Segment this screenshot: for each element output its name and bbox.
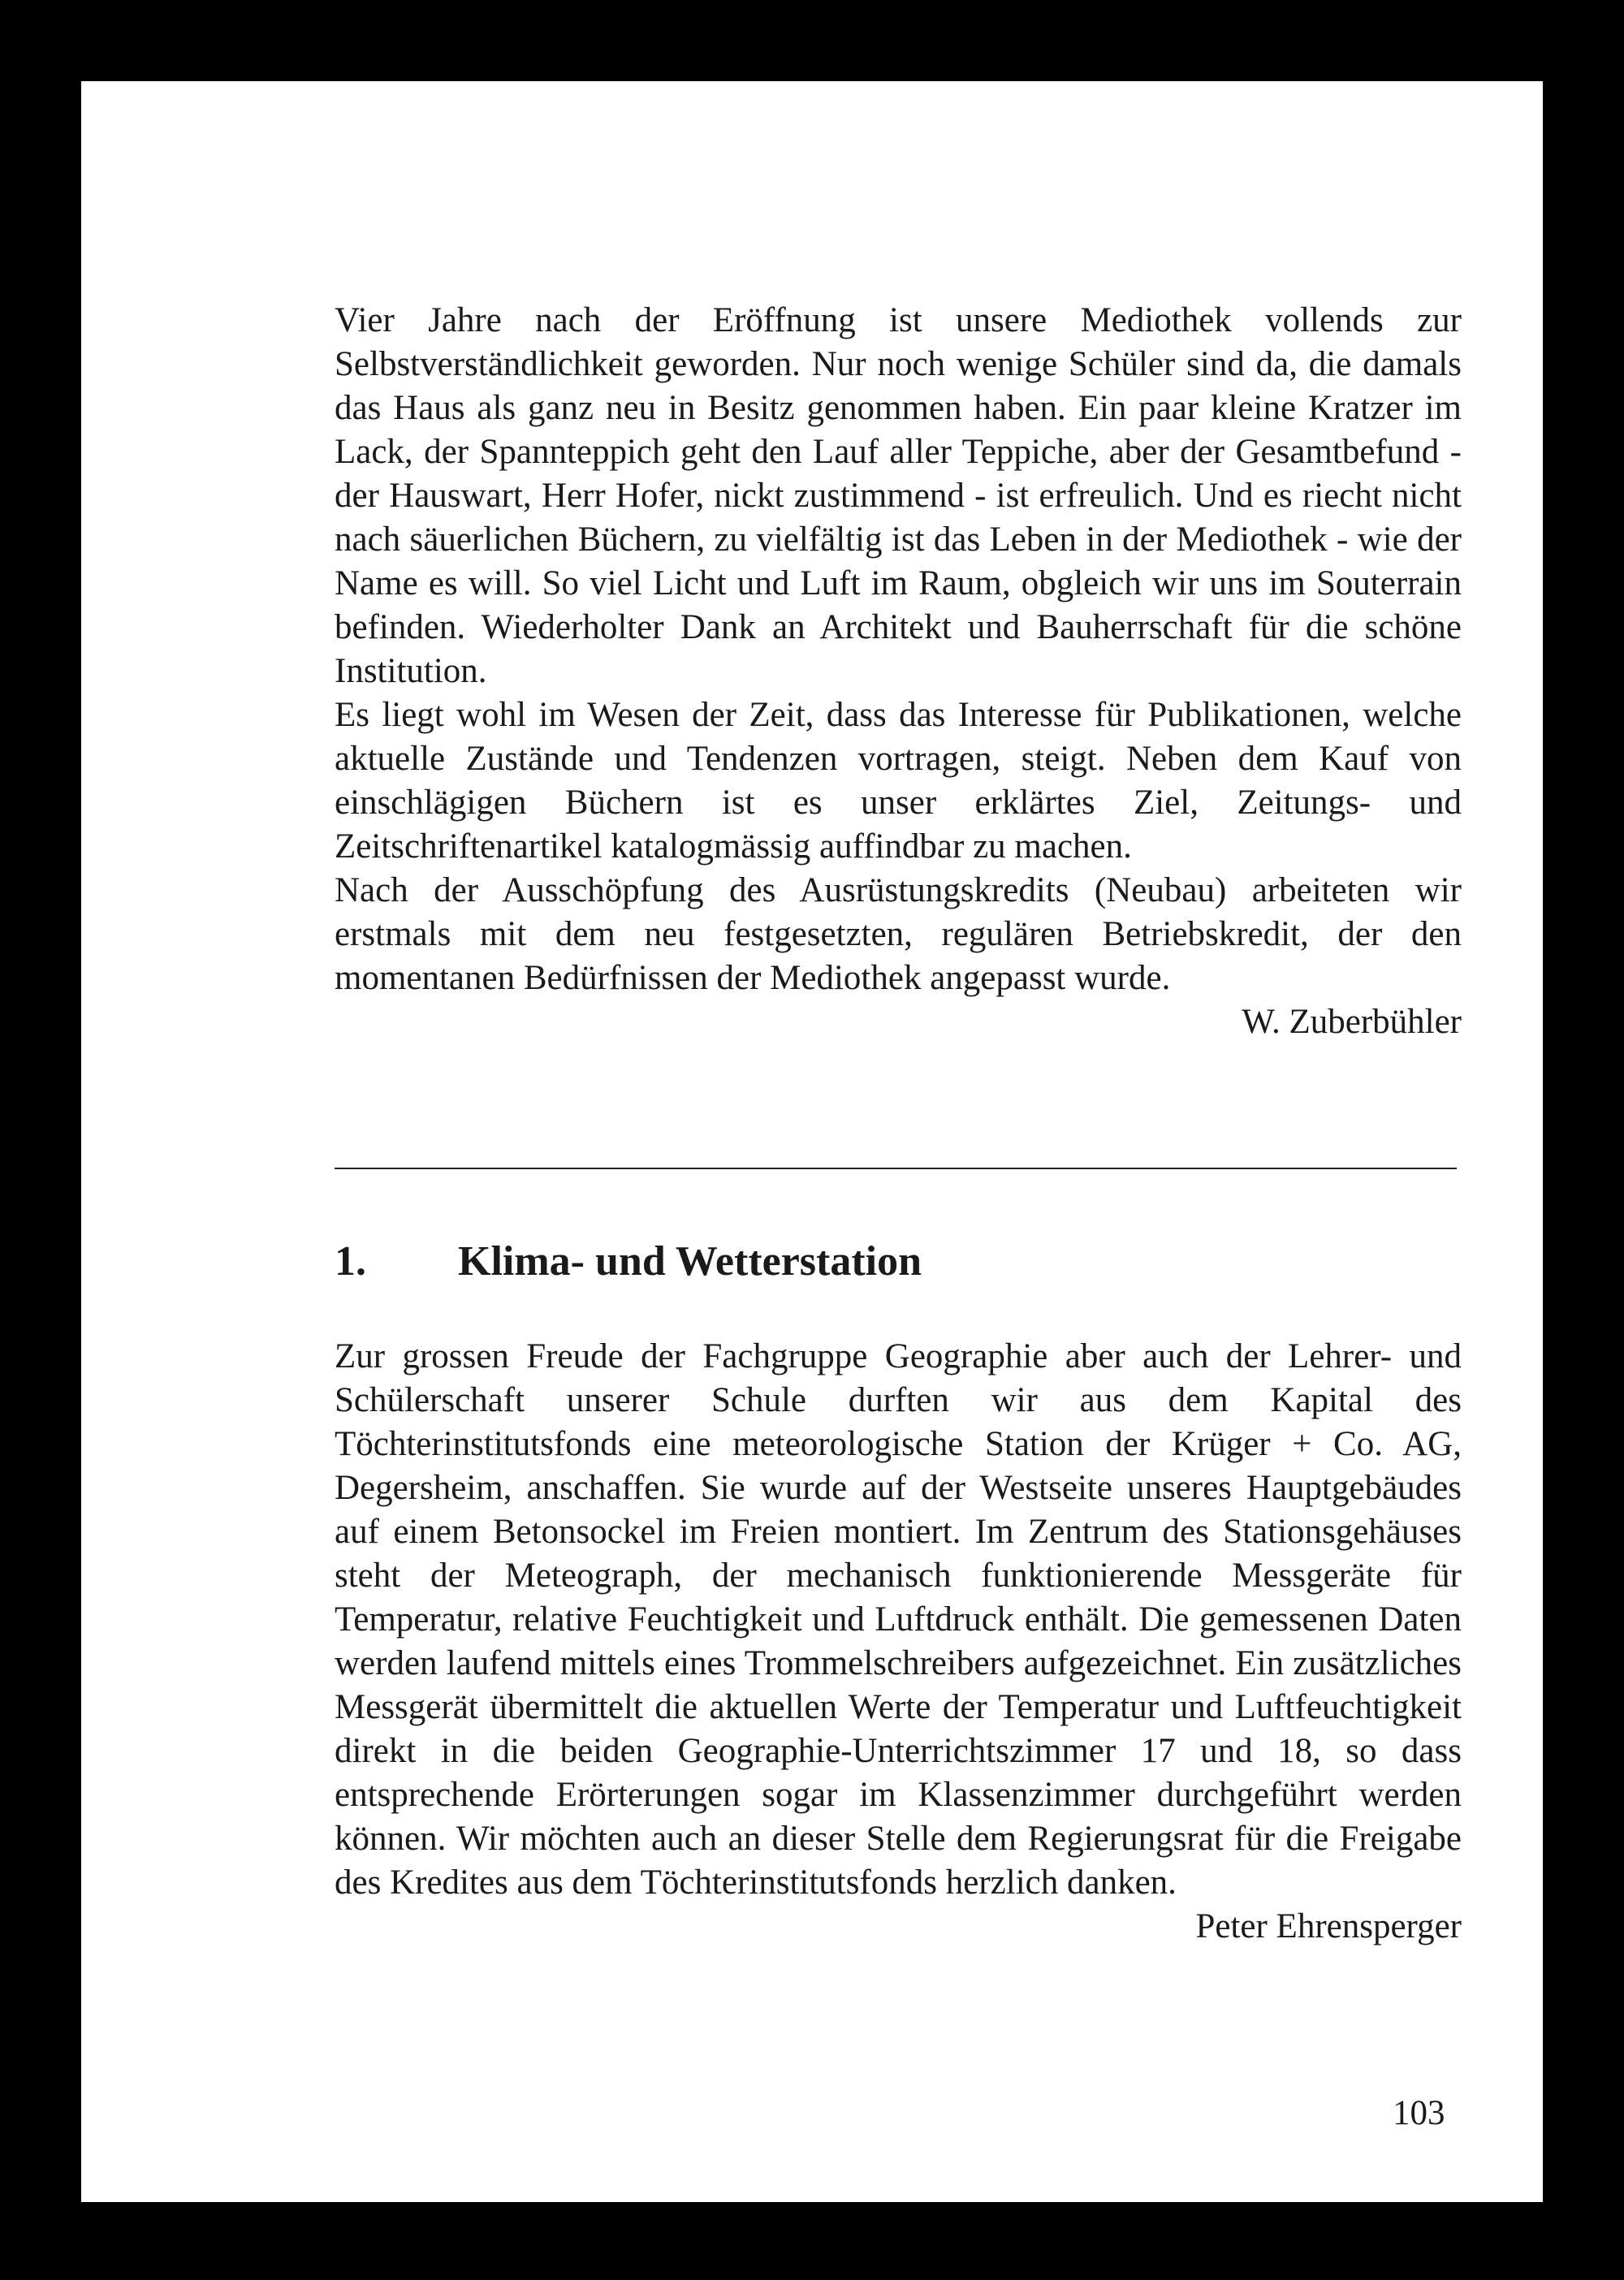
page-number: 103 bbox=[1393, 2094, 1445, 2132]
intro-text bbox=[335, 299, 1462, 1044]
section-author: Peter Ehrensperger bbox=[1195, 1907, 1462, 1945]
section-divider bbox=[335, 1168, 1457, 1169]
intro-paragraph-3: Nach der Ausschöpfung des Ausrüstungskredits (Neubau) arbeiteten wir erstmals mit dem neu festgesetzten, regulären Betriebskredit, der den momentanen Bedürfnissen der Mediothek angepasst wurde. bbox=[335, 871, 1462, 997]
intro-author: W. Zuberbühler bbox=[1242, 1003, 1462, 1041]
document-page bbox=[81, 81, 1543, 2202]
intro-paragraph-1: Vier Jahre nach der Eröffnung ist unsere Mediothek vollends zur Selbstverständlichkeit geworden. Nur noch wenige Schüler sind da, die damals das Haus als ganz neu in Besitz genommen haben. Ein paar kleine Kratzer im Lack, der Spannteppich geht den Lauf aller Teppiche, aber der Gesamtbefund - der Hauswart, Herr Hofer, nickt zustimmend - ist erfreulich. Und es riecht nicht nach säuerlichen Büchern, zu vielfältig ist das Leben in der Mediothek - wie der Name es will. So viel Licht und Luft im Raum, obgleich wir uns im Souterrain befinden. Wiederholter Dank an Architekt und Bauherrschaft für die schöne Institution. bbox=[335, 301, 1462, 690]
section-title: Klima- und Wetterstation bbox=[458, 1238, 922, 1285]
section-heading bbox=[335, 1236, 1462, 1288]
intro-paragraph-2: Es liegt wohl im Wesen der Zeit, dass das Interesse für Publikationen, welche aktuelle Zustände und Tendenzen vortragen, steigt. Neben dem Kauf von einschlägigen Büchern ist es unser erklärtes Ziel, Zeitungs- und Zeitschriftenartikel katalogmässig auffindbar zu machen. bbox=[335, 696, 1462, 866]
section-number: 1. bbox=[335, 1238, 366, 1285]
section-body: Zur grossen Freude der Fachgruppe Geographie aber auch der Lehrer- und Schülerschaft unserer Schule durften wir aus dem Kapital des Töchterinstitutsfonds eine meteorologische Station der Krüger + Co. AG, Degersheim, anschaffen. Sie wurde auf der Westseite unseres Hauptgebäudes auf einem Betonsockel im Freien montiert. Im Zentrum des Stationsgehäuses steht der Meteograph, der mechanisch funktionierende Messgeräte für Temperatur, relative Feuchtigkeit und Luftdruck enthält. Die gemessenen Daten werden laufend mittels eines Trommelschreibers aufgezeichnet. Ein zusätzliches Messgerät übermittelt die aktuellen Werte der Temperatur und Luftfeuchtigkeit direkt in die beiden Geographie-Unterrichtszimmer 17 und 18, so dass entsprechende Erörterungen sogar im Klassenzimmer durchgeführt werden können. Wir möchten auch an dieser Stelle dem Regierungsrat für die Freigabe des Kredites aus dem Töchterinstitutsfonds herzlich danken. bbox=[335, 1337, 1462, 1902]
section-weather-station bbox=[335, 1236, 1462, 1949]
